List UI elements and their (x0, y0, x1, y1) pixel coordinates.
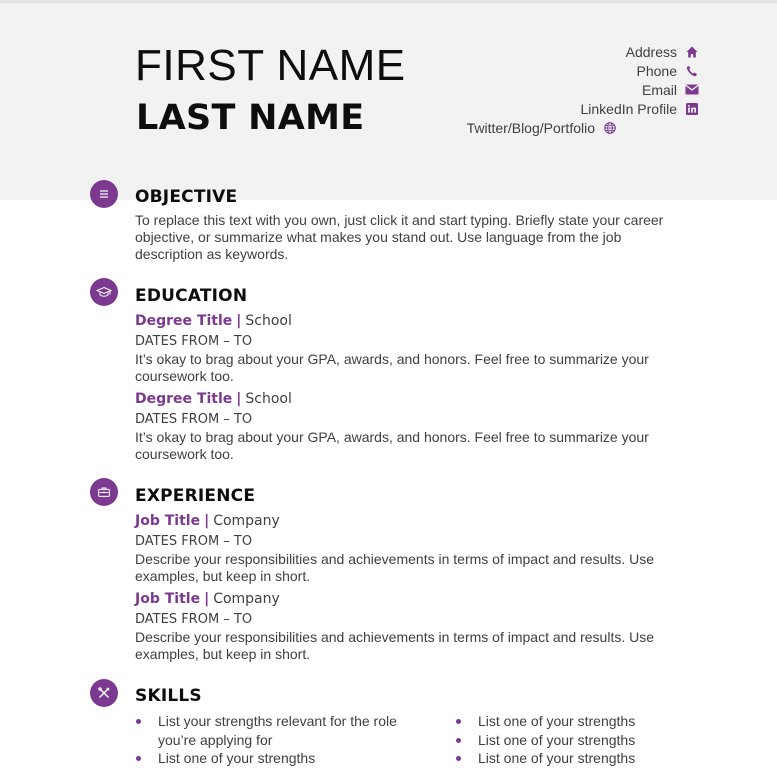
last-name[interactable]: LAST NAME (136, 98, 365, 138)
skill-item[interactable]: List one of your strengths (135, 749, 425, 768)
education-entry-2-head[interactable] (135, 391, 292, 407)
skill-item[interactable]: List one of your strengths (455, 749, 695, 768)
experience-entry-1-head[interactable] (135, 513, 280, 529)
contact-email[interactable] (467, 80, 699, 99)
company-name: Company (213, 513, 280, 529)
experience-entry-2-text[interactable]: Describe your responsibilities and achievements in terms of impact and results. Use examples, but keep in short. (135, 629, 655, 662)
degree-title: Degree Title (135, 313, 233, 329)
education-entry-1-text[interactable]: It’s okay to brag about your GPA, awards, and honors. Feel free to summarize your coursework too. (135, 351, 649, 384)
globe-icon (603, 121, 617, 135)
company-name: Company (213, 591, 280, 607)
phone-icon (685, 64, 699, 78)
contact-address-label: Address (625, 43, 677, 60)
contact-phone-label: Phone (636, 62, 677, 79)
experience-title: EXPERIENCE (135, 486, 256, 506)
list-icon (90, 180, 118, 208)
school-name: School (245, 391, 292, 407)
tools-icon (90, 679, 118, 707)
first-name[interactable]: FIRST NAME (135, 41, 406, 90)
contact-portfolio[interactable] (467, 118, 617, 137)
experience-entry-2-head[interactable] (135, 591, 280, 607)
separator: | (236, 313, 242, 329)
contact-phone[interactable] (467, 61, 699, 80)
separator: | (236, 391, 242, 407)
experience-entry-1-dates[interactable]: DATES FROM – TO (135, 534, 253, 549)
education-entry-1-dates[interactable]: DATES FROM – TO (135, 334, 253, 349)
contact-portfolio-label: Twitter/Blog/Portfolio (466, 119, 595, 136)
contact-linkedin-label: LinkedIn Profile (580, 100, 677, 117)
job-title: Job Title (135, 513, 201, 529)
experience-entry-2-dates[interactable]: DATES FROM – TO (135, 612, 253, 627)
skills-title: SKILLS (135, 686, 202, 706)
objective-title: OBJECTIVE (135, 187, 238, 207)
separator: | (204, 513, 210, 529)
school-name: School (245, 313, 292, 329)
separator: | (204, 591, 210, 607)
contact-block (467, 42, 699, 137)
objective-text[interactable]: To replace this text with you own, just click it and start typing. Briefly state your career objective, or summarize what makes you stand out. Use language from the job description as keywords. (135, 212, 664, 262)
skills-list-right (455, 712, 695, 768)
job-title: Job Title (135, 591, 201, 607)
experience-entry-1-text[interactable]: Describe your responsibilities and achievements in terms of impact and results. Use examples, but keep in short. (135, 551, 655, 584)
education-title: EDUCATION (135, 286, 248, 306)
email-icon (685, 83, 699, 97)
skill-item[interactable]: List one of your strengths (455, 712, 695, 731)
skill-item[interactable]: List your strengths relevant for the role you’re applying for (135, 712, 425, 749)
education-entry-1-head[interactable] (135, 313, 292, 329)
contact-address[interactable] (467, 42, 699, 61)
degree-title: Degree Title (135, 391, 233, 407)
linkedin-icon (685, 102, 699, 116)
education-entry-2-text[interactable]: It’s okay to brag about your GPA, awards, and honors. Feel free to summarize your coursework too. (135, 429, 649, 462)
briefcase-icon (90, 478, 118, 506)
graduation-cap-icon (90, 278, 118, 306)
contact-linkedin[interactable] (467, 99, 699, 118)
skill-item[interactable]: List one of your strengths (455, 731, 695, 750)
education-entry-2-dates[interactable]: DATES FROM – TO (135, 412, 253, 427)
skills-list-left (135, 712, 425, 768)
home-icon (685, 45, 699, 59)
contact-email-label: Email (641, 81, 677, 98)
